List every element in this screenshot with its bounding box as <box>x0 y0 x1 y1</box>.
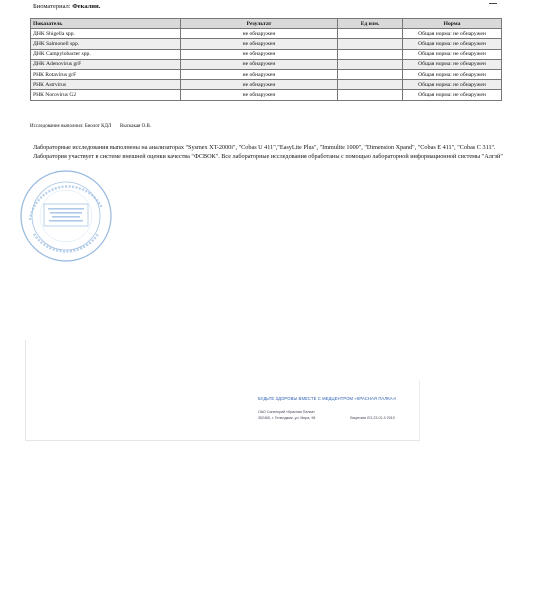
unit-cell <box>338 90 403 100</box>
norm-cell: Общая норма: не обнаружен <box>403 49 502 59</box>
norm-cell: Общая норма: не обнаружен <box>403 29 502 39</box>
signature-performer: Выскакая О.В. <box>120 124 152 129</box>
footer-license: Лицензия ЛО-23-01-0 2010 <box>350 416 395 420</box>
norm-cell: Общая норма: не обнаружен <box>403 69 502 79</box>
page-border-right <box>419 380 420 440</box>
table-row <box>31 29 502 39</box>
result-cell: не обнаружен <box>181 90 338 100</box>
indicator-cell: РНК Astrvirus <box>31 80 181 90</box>
result-cell: не обнаружен <box>181 49 338 59</box>
page-border-bottom <box>25 440 420 441</box>
header-unit: Ед изм. <box>338 19 403 29</box>
footer-slogan: БУДЬТЕ ЗДОРОВЫ ВМЕСТЕ С МЕДЦЕНТРОМ «КРАСНАЯ ПАЛКА»! <box>258 396 397 401</box>
header-indicator: Показатель <box>31 19 181 29</box>
header-norm: Норма <box>403 19 502 29</box>
table-row <box>31 80 502 90</box>
norm-cell: Общая норма: не обнаружен <box>403 59 502 69</box>
norm-cell: Общая норма: не обнаружен <box>403 80 502 90</box>
unit-cell <box>338 49 403 59</box>
footer-address: 352465, г. Геленджик, ул. Мира, 98 <box>258 416 316 420</box>
table-row <box>31 49 502 59</box>
header-result: Результат <box>181 19 338 29</box>
unit-cell <box>338 39 403 49</box>
indicator-cell: ДНК Campylobacter spp. <box>31 49 181 59</box>
unit-cell <box>338 29 403 39</box>
indicator-cell: РНК Norovirus G2 <box>31 90 181 100</box>
top-edge-mark <box>489 0 497 4</box>
table-row <box>31 90 502 100</box>
footer-org-name: ОАО Санаторий «Красная Палка» <box>258 410 316 414</box>
results-table <box>30 18 502 101</box>
biomaterial-value: Фекалии. <box>72 3 101 10</box>
table-row <box>31 69 502 79</box>
norm-cell: Общая норма: не обнаружен <box>403 39 502 49</box>
biomaterial-line <box>33 3 100 10</box>
table-header-row <box>31 19 502 29</box>
indicator-cell: ДНК Salmonell spp. <box>31 39 181 49</box>
result-cell: не обнаружен <box>181 29 338 39</box>
indicator-cell: ДНК Adenovirus grF <box>31 59 181 69</box>
norm-cell: Общая норма: не обнаружен <box>403 90 502 100</box>
result-cell: не обнаружен <box>181 69 338 79</box>
signature-label: Исследование выполнил: Биолог КДЛ <box>30 124 112 129</box>
unit-cell <box>338 80 403 90</box>
signature-line <box>30 124 152 129</box>
result-cell: не обнаружен <box>181 80 338 90</box>
unit-cell <box>338 69 403 79</box>
indicator-cell: ДНК Shigella spp. <box>31 29 181 39</box>
table-row <box>31 39 502 49</box>
biomaterial-label: Биоматериал: <box>33 3 71 10</box>
result-cell: не обнаружен <box>181 59 338 69</box>
result-cell: не обнаружен <box>181 39 338 49</box>
unit-cell <box>338 59 403 69</box>
page-border-left <box>25 340 26 440</box>
indicator-cell: РНК Rotavirus grF <box>31 69 181 79</box>
table-row <box>31 59 502 69</box>
lab-seal-stamp <box>18 168 114 264</box>
equipment-footnote: Лабораторные исследования выполнены на анализаторах "Sysmex XT-2000i", "Cobas U 411","EasyLite Plus", "Immulite 1000", "Dimension Xpand", "Cobas E 411", "Cobas C 311". Лаборатория участвует в системе внешней оценки качества "ФСВОК". Все лабораторные исследования обработаны с помощью лабораторной информационной системы "Алгэй" <box>33 144 503 160</box>
